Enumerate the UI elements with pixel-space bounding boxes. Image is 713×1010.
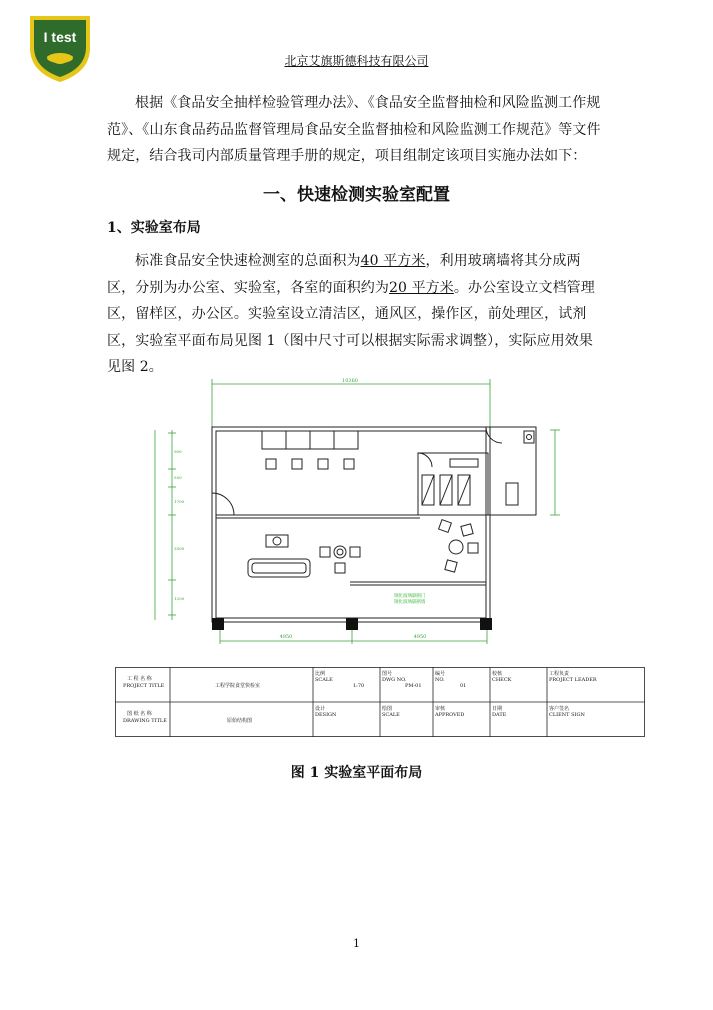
- section-title: 一、快速检测实验室配置: [263, 185, 450, 205]
- layout-paragraph: 标准食品安全快速检测室的总面积为40 平方米，利用玻璃墙将其分成两区，分别为办公室、实验室，各室的面积约为20 平方米。办公室设立文档管理区，留样区，办公区。实验室设立清洁区，通风区，操作区，前处理区，试剂区，实验室平面布局见图 1（图中尺寸可以根据实际需求调整），实际应用效果见图 2。: [107, 253, 595, 375]
- plan-note-wall: 钢化玻璃隔断墙: [394, 600, 426, 605]
- dim-left-1: 900: [174, 449, 182, 454]
- tb-leader-cn: 工程负责: [549, 671, 570, 677]
- dim-bottom-2: 4950: [413, 634, 427, 640]
- tb-check-cn: 校核: [492, 671, 503, 677]
- tb-project-title-en: PROJECT TITLE: [123, 683, 165, 689]
- tb-drawing-title-en: DRAWING TITLE: [123, 718, 167, 724]
- tb-scale2-cn: 绘图: [382, 706, 393, 712]
- tb-no-en: NO.: [435, 677, 445, 683]
- dim-bottom-1: 4950: [279, 634, 293, 640]
- itest-logo: [28, 14, 92, 84]
- dim-left-5: 1200: [174, 596, 185, 601]
- company-header: 北京艾旗斯德科技有限公司: [284, 54, 429, 68]
- tb-dwg-cn: 图号: [382, 671, 393, 677]
- floor-plan: [150, 375, 580, 645]
- tb-approved-cn: 审核: [435, 706, 446, 712]
- tb-dwg-en: DWG NO.: [382, 677, 407, 683]
- tb-no-val: 01: [460, 683, 467, 689]
- room-area: 20 平方米: [389, 279, 454, 296]
- title-block: [115, 667, 645, 737]
- tb-design-en: DESIGN: [315, 712, 337, 718]
- tb-no-cn: 编号: [435, 671, 446, 677]
- tb-project-title-cn: 工 程 名 称: [127, 676, 152, 682]
- tb-leader-en: PROJECT LEADER: [549, 677, 597, 683]
- tb-project-name: 工程学院食堂快检室: [215, 683, 261, 689]
- tb-client-cn: 客户签名: [549, 706, 570, 712]
- subsection-title: 1、实验室布局: [107, 220, 201, 236]
- tb-client-en: CLIENT SIGN: [549, 712, 585, 718]
- dim-left-4: 3500: [174, 546, 185, 551]
- tb-drawing-name: 原始结构图: [227, 718, 253, 724]
- logo-text: I test: [43, 29, 77, 45]
- tb-scale-en: SCALE: [315, 677, 333, 683]
- intro-paragraph: 根据《食品安全抽样检验管理办法》、《食品安全监督抽检和风险监测工作规范》、《山东食品药品监督管理局食品安全监督抽检和风险监测工作规范》等文件规定，结合我司内部质量管理手册的规定，项目组制定该项目实施办法如下：: [107, 95, 601, 164]
- tb-design-cn: 设计: [315, 706, 326, 712]
- tb-check-en: CHECK: [492, 677, 512, 683]
- tb-scale-cn: 比例: [315, 671, 326, 677]
- total-area: 40 平方米: [360, 253, 426, 269]
- tb-approved-en: APPROVED: [435, 712, 465, 718]
- tb-dwg-val: PM-01: [405, 683, 422, 689]
- tb-date-en: DATE: [492, 712, 507, 718]
- tb-scale2-en: SCALE: [382, 712, 400, 718]
- tb-drawing-title-cn: 图 纸 名 称: [127, 711, 152, 717]
- dim-left-2: 550: [174, 475, 182, 480]
- dim-top: 10360: [342, 378, 358, 384]
- page-number: 1: [353, 937, 360, 950]
- tb-date-cn: 日期: [492, 706, 503, 712]
- plan-note-door: 钢化玻璃隔断门: [394, 594, 426, 599]
- tb-scale-val: 1:70: [353, 683, 365, 689]
- dim-left-3: 1700: [174, 499, 185, 504]
- figure-caption: 图 1 实验室平面布局: [290, 765, 423, 781]
